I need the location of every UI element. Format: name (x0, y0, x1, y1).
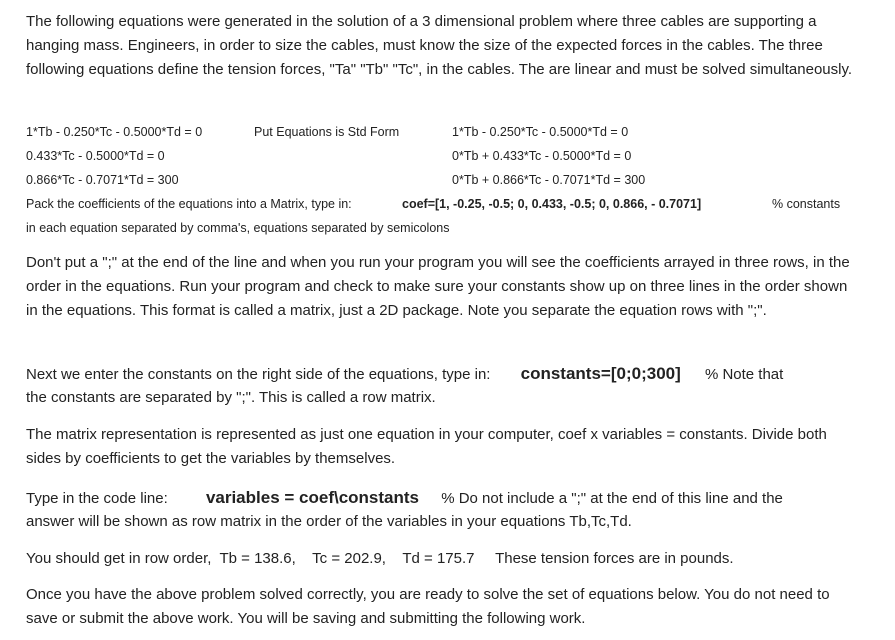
constants-line (26, 362, 856, 387)
constants-line-2: the constants are separated by ";". This is called a row matrix. (26, 389, 436, 406)
note-text: % Note that (704, 366, 784, 383)
constants-comment: % constants (772, 197, 841, 211)
std-form-label: Put Equations is Std Form (254, 125, 400, 139)
semicolon-paragraph: Don't put a ";" at the end of the line and when you run your program you will see the coefficients arrayed in three rows, in the order in the equations. Run your program and check to make sure your constants show up on three lines in the order shown in the equations. This format is called a matrix, just a 2D package. Note you separate the equation rows with ";". (26, 254, 850, 319)
type-line (26, 486, 856, 511)
equation-left-1: 1*Tb - 0.250*Tc - 0.5000*Td = 0 (26, 125, 203, 139)
equation-left-2: 0.433*Tc - 0.5000*Td = 0 (26, 149, 165, 163)
pack-instruction: Pack the coefficients of the equations into a Matrix, type in: (26, 197, 352, 211)
matrix-paragraph: The matrix representation is represented as just one equation in your computer, coef x variables = constants. Divide both sides by coefficients to get the variables by themselves. (26, 426, 827, 467)
equation-left-3: 0.866*Tc - 0.7071*Td = 300 (26, 173, 179, 187)
equation-right-1: 1*Tb - 0.250*Tc - 0.5000*Td = 0 (452, 125, 629, 139)
coef-code: coef=[1, -0.25, -0.5; 0, 0.433, -0.5; 0, 0.866, - 0.7071] (402, 197, 702, 211)
type-label: Type in the code line: (26, 490, 168, 507)
variables-code: variables = coef\constants (205, 488, 420, 507)
result-line: You should get in row order, Tb = 138.6, Tc = 202.9, Td = 175.7 These tension forces are in pounds. (26, 550, 734, 567)
equation-right-3: 0*Tb + 0.866*Tc - 0.7071*Td = 300 (452, 173, 646, 187)
type-comment: % Do not include a ";" at the end of this line and the (441, 490, 783, 507)
equation-right-2: 0*Tb + 0.433*Tc - 0.5000*Td = 0 (452, 149, 632, 163)
next-text: Next we enter the constants on the right side of the equations, type in: (26, 366, 491, 383)
pack-instruction-2: in each equation separated by comma's, equations separated by semicolons (26, 221, 450, 235)
intro-paragraph: The following equations were generated in the solution of a 3 dimensional problem where three cables are supporting a hanging mass. Engineers, in order to size the cables, must know the size of the expected forces in the cables. The three following equations define the tension forces, "Ta" "Tb" "Tc", in the cables. The are linear and must be solved simultaneously. (26, 13, 853, 78)
final-paragraph: Once you have the above problem solved correctly, you are ready to solve the set of equations below. You do not need to save or submit the above work. You will be saving and submitting the following work. (26, 586, 830, 627)
type-line-2: answer will be shown as row matrix in the order of the variables in your equations Tb,Tc,Td. (26, 513, 632, 530)
constants-code: constants=[0;0;300] (520, 364, 681, 383)
